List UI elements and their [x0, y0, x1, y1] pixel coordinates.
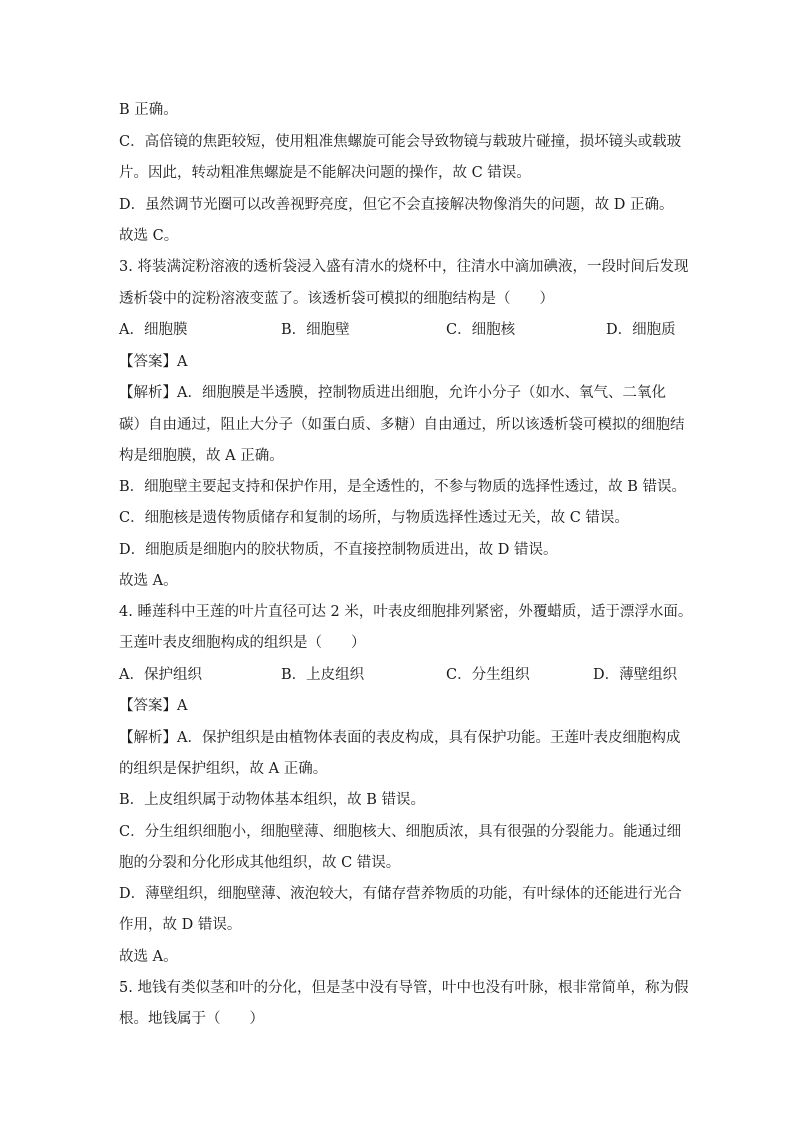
conclusion-line: 故选 A。 — [119, 573, 178, 589]
analysis-line: 的组织是保护组织，故 A 正确。 — [119, 761, 328, 777]
text-line: D．虽然调节光圈可以改善视野亮度，但它不会直接解决物像消失的问题，故 D 正确。 — [119, 197, 674, 213]
q4-option-b: B．上皮组织 — [281, 667, 365, 683]
analysis-line: 胞的分裂和分化形成其他组织，故 C 错误。 — [119, 855, 401, 871]
analysis-line: B．细胞壁主要起支持和保护作用，是全透性的，不参与物质的选择性透过，故 B 错误。 — [119, 479, 687, 495]
text-line: 片。因此，转动粗准焦螺旋是不能解决问题的操作，故 C 错误。 — [119, 165, 531, 181]
answer-line: 【答案】A — [119, 698, 188, 714]
answer-line: 【答案】A — [119, 354, 188, 370]
q3-option-c: C．细胞核 — [446, 322, 516, 338]
q4-option-c: C．分生组织 — [446, 667, 530, 683]
analysis-line: 【解析】A．保护组织是由植物体表面的表皮构成，具有保护功能。王莲叶表皮细胞构成 — [119, 730, 681, 746]
q3-option-d: D．细胞质 — [606, 322, 676, 338]
q3-option-b: B．细胞壁 — [281, 322, 350, 338]
analysis-line: D．薄壁组织，细胞壁薄、液泡较大，有储存营养物质的功能，有叶绿体的还能进行光合 — [119, 886, 682, 902]
text-line: 故选 C。 — [119, 228, 179, 244]
analysis-line: C．细胞核是遗传物质储存和复制的场所，与物质选择性透过无关，故 C 错误。 — [119, 510, 629, 526]
analysis-line: B．上皮组织属于动物体基本组织，故 B 错误。 — [119, 792, 426, 808]
analysis-line: 【解析】A．细胞膜是半透膜，控制物质进出细胞，允许小分子（如水、氧气、二氧化 — [119, 385, 666, 401]
question-3-stem: 透析袋中的淀粉溶液变蓝了。该透析袋可模拟的细胞结构是（ ） — [119, 291, 554, 307]
question-5-stem: 5. 地钱有类似茎和叶的分化，但是茎中没有导管，叶中也没有叶脉，根非常简单，称为假 — [119, 980, 689, 996]
q3-option-a: A．细胞膜 — [119, 322, 188, 338]
question-5-stem: 根。地钱属于（ ） — [119, 1011, 264, 1027]
question-3-stem: 3. 将装满淀粉溶液的透析袋浸入盛有清水的烧杯中，往清水中滴加碘液，一段时间后发现 — [119, 259, 689, 275]
analysis-line: D．细胞质是细胞内的胶状物质，不直接控制物质进出，故 D 错误。 — [119, 542, 558, 558]
question-4-stem: 王莲叶表皮细胞构成的组织是（ ） — [119, 635, 366, 651]
question-4-stem: 4. 睡莲科中王莲的叶片直径可达 2 米，叶表皮细胞排列紧密，外覆蜡质，适于漂浮水面。 — [119, 604, 693, 620]
q4-option-d: D．薄壁组织 — [593, 667, 678, 683]
text-line: C．高倍镜的焦距较短，使用粗准焦螺旋可能会导致物镜与载玻片碰撞，损坏镜头或载玻 — [119, 134, 682, 150]
text-line: B 正确。 — [119, 102, 178, 118]
conclusion-line: 故选 A。 — [119, 949, 178, 965]
analysis-line: 碳）自由通过，阻止大分子（如蛋白质、多糖）自由通过，所以该透析袋可模拟的细胞结 — [119, 417, 685, 433]
analysis-line: C．分生组织细胞小，细胞壁薄、细胞核大、细胞质浓，具有很强的分裂能力。能通过细 — [119, 824, 682, 840]
q4-option-a: A．保护组织 — [119, 667, 202, 683]
analysis-line: 构是细胞膜，故 A 正确。 — [119, 448, 284, 464]
analysis-line: 作用，故 D 错误。 — [119, 917, 242, 933]
